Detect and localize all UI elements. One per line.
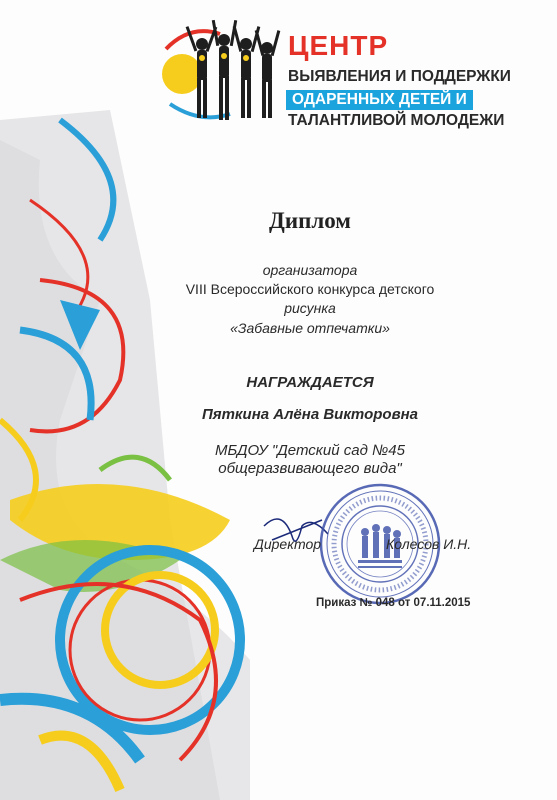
organizer-label: организатора bbox=[262, 262, 358, 278]
diploma-title: Диплом bbox=[269, 208, 351, 233]
logo-line-2: ВЫЯВЛЕНИЯ И ПОДДЕРЖКИ bbox=[288, 68, 511, 85]
center-logo bbox=[160, 14, 520, 134]
recipient-name: Пяткина Алёна Викторовна bbox=[201, 406, 419, 423]
children-silhouettes-logo-icon bbox=[160, 14, 290, 134]
logo-line-3: ОДАРЕННЫХ ДЕТЕЙ И bbox=[286, 90, 473, 110]
director-name: Колесов И.Н. bbox=[386, 536, 472, 552]
director-label: Директор bbox=[254, 536, 322, 552]
contest-name: «Забавные отпечатки» bbox=[230, 320, 390, 336]
awarded-label: НАГРАЖДАЕТСЯ bbox=[246, 374, 374, 391]
institution-line2: общеразвивающего вида" bbox=[218, 460, 402, 477]
contest-description-line1: VIII Всероссийского конкурса детского bbox=[185, 281, 435, 297]
logo-title: ЦЕНТР bbox=[288, 30, 389, 61]
institution-line1: МБДОУ "Детский сад №45 bbox=[215, 442, 405, 459]
logo-line-4: ТАЛАНТЛИВОЙ МОЛОДЕЖИ bbox=[288, 112, 505, 129]
contest-description-line2: рисунка bbox=[284, 300, 336, 316]
order-number: Приказ № 048 от 07.11.2015 bbox=[316, 597, 471, 609]
